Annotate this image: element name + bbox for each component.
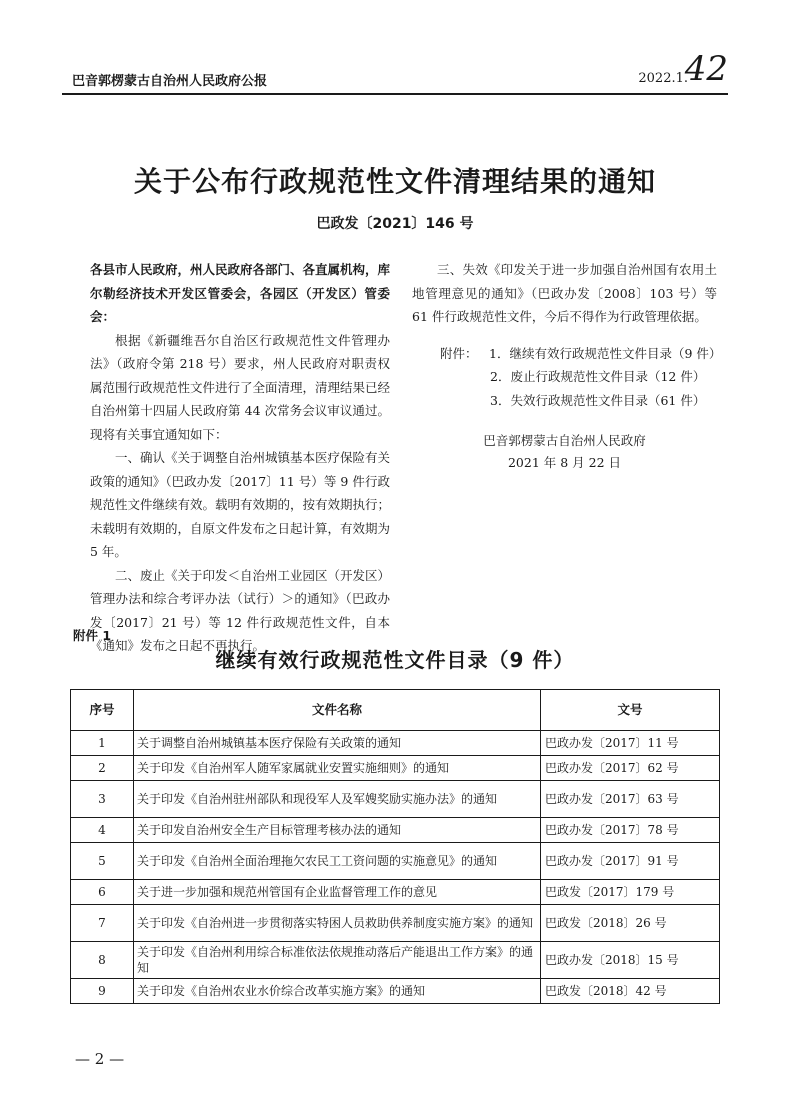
attachment-item — [412, 365, 717, 389]
header-divider — [62, 93, 728, 95]
row-docno: 巴政办发〔2017〕63 号 — [541, 781, 720, 818]
column-header-docno: 文号 — [541, 690, 720, 731]
document-list-table — [70, 689, 720, 1004]
addressee: 各县市人民政府，州人民政府各部门、各直属机构，库尔勒经济技术开发区管委会，各园区（开发区）管委会： — [90, 262, 391, 324]
table-row — [71, 781, 720, 818]
row-docno: 巴政办发〔2017〕78 号 — [541, 818, 720, 843]
issue-date: 2022.1. — [638, 71, 688, 86]
row-name: 关于进一步加强和规范州管国有企业监督管理工作的意见 — [134, 880, 541, 905]
row-docno: 巴政发〔2018〕42 号 — [541, 979, 720, 1004]
row-name: 关于调整自治州城镇基本医疗保险有关政策的通知 — [134, 731, 541, 756]
paragraph-one: 一、确认《关于调整自治州城镇基本医疗保险有关政策的通知》（巴政办发〔2017〕11 号）等 9 件行政规范性文件继续有效。载明有效期的，按有效期执行；未载明有效期的，自原文件发布之日起计算，有效期为 5 年。 — [90, 450, 391, 559]
row-docno: 巴政办发〔2018〕15 号 — [541, 942, 720, 979]
attachment-label: 附件： — [440, 345, 478, 361]
table-row — [71, 756, 720, 781]
row-docno: 巴政发〔2017〕179 号 — [541, 880, 720, 905]
table-row — [71, 942, 720, 979]
notice-title: 关于公布行政规范性文件清理结果的通知 — [133, 165, 656, 198]
row-seq: 8 — [71, 942, 134, 979]
notice-body-right — [412, 258, 722, 474]
column-header-name: 文件名称 — [134, 690, 541, 731]
table-row — [71, 731, 720, 756]
row-seq: 9 — [71, 979, 134, 1004]
table-row — [71, 843, 720, 880]
row-seq: 3 — [71, 781, 134, 818]
notice-body-left — [90, 258, 390, 658]
issue-date-signed: 2021 年 8 月 22 日 — [507, 455, 622, 470]
annex-title: 继续有效行政规范性文件目录（9 件） — [215, 648, 575, 672]
notice-doc-number: 巴政发〔2021〕146 号 — [316, 216, 474, 232]
row-docno: 巴政办发〔2017〕11 号 — [541, 731, 720, 756]
row-seq: 6 — [71, 880, 134, 905]
table-row — [71, 880, 720, 905]
row-name: 关于印发自治州安全生产目标管理考核办法的通知 — [134, 818, 541, 843]
attachment-item — [412, 389, 717, 413]
row-seq: 1 — [71, 731, 134, 756]
page-header — [62, 49, 728, 92]
publication-name: 巴音郭楞蒙古自治州人民政府公报 — [72, 74, 268, 89]
row-seq: 5 — [71, 843, 134, 880]
row-docno: 巴政发〔2018〕26 号 — [541, 905, 720, 942]
row-name: 关于印发《自治州全面治理拖欠农民工工资问题的实施意见》的通知 — [134, 843, 541, 880]
row-name: 关于印发《自治州进一步贯彻落实特困人员救助供养制度实施方案》的通知 — [134, 905, 541, 942]
table-row — [71, 818, 720, 843]
paragraph-three: 三、失效《印发关于进一步加强自治州国有农用土地管理意见的通知》（巴政办发〔2008〕103 号）等 61 件行政规范性文件，今后不得作为行政管理依据。 — [412, 262, 717, 324]
issuer-name: 巴音郭楞蒙古自治州人民政府 — [483, 433, 646, 448]
table-row — [71, 979, 720, 1004]
attachment-item — [412, 342, 722, 366]
attachment-3: 3．失效行政规范性文件目录（61 件） — [490, 392, 706, 408]
paragraph-two: 二、废止《关于印发＜自治州工业园区（开发区）管理办法和综合考评办法（试行）＞的通知》（巴政办发〔2017〕21 号）等 12 件行政规范性文件，自本《通知》发布之日起不再执行。 — [90, 567, 391, 653]
row-seq: 4 — [71, 818, 134, 843]
attachment-2: 2．废止行政规范性文件目录（12 件） — [490, 369, 706, 384]
paragraph-intro: 根据《新疆维吾尔自治区行政规范性文件管理办法》（政府令第 218 号）要求，州人民政府对职责权属范围行政规范性文件进行了全面清理，清理结果已经自治州第十四届人民政府第 44 次常务会议审议通过。现将有关事宜通知如下： — [90, 332, 391, 442]
annex-label: 附件 1 — [73, 628, 112, 643]
page-number: — 2 — — [75, 1050, 125, 1068]
attachment-list — [412, 342, 722, 413]
attachment-1: 1．继续有效行政规范性文件目录（9 件） — [489, 345, 722, 361]
row-seq: 7 — [71, 905, 134, 942]
column-header-seq: 序号 — [71, 690, 134, 731]
table-row — [71, 905, 720, 942]
signature-block — [412, 430, 717, 474]
row-name: 关于印发《自治州利用综合标准依法依规推动落后产能退出工作方案》的通知 — [134, 942, 541, 979]
table-header-row — [71, 690, 720, 731]
row-name: 关于印发《自治州军人随军家属就业安置实施细则》的通知 — [134, 756, 541, 781]
row-name: 关于印发《自治州驻州部队和现役军人及军嫂奖励实施办法》的通知 — [134, 781, 541, 818]
issue-number: 42 — [684, 49, 728, 89]
row-seq: 2 — [71, 756, 134, 781]
row-docno: 巴政办发〔2017〕91 号 — [541, 843, 720, 880]
row-name: 关于印发《自治州农业水价综合改革实施方案》的通知 — [134, 979, 541, 1004]
row-docno: 巴政办发〔2017〕62 号 — [541, 756, 720, 781]
